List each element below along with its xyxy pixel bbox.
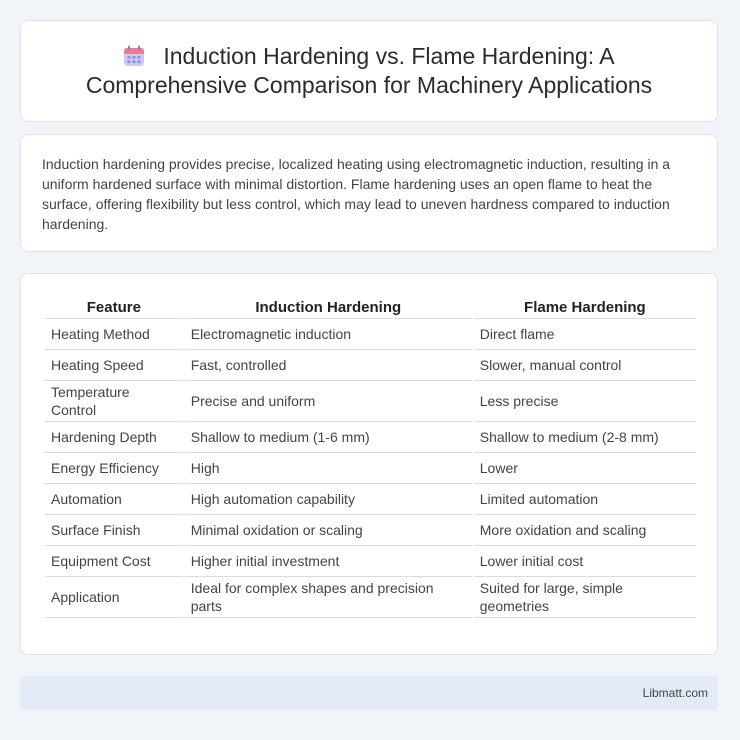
cell-induction: High automation capability <box>185 484 472 515</box>
header-flame: Flame Hardening <box>474 296 696 319</box>
cell-induction: Shallow to medium (1-6 mm) <box>185 422 472 453</box>
cell-flame: More oxidation and scaling <box>474 515 696 546</box>
cell-induction: Electromagnetic induction <box>185 319 472 350</box>
cell-flame: Suited for large, simple geometries <box>474 577 696 618</box>
table-row <box>45 350 696 381</box>
cell-feature: Temperature Control <box>45 381 183 422</box>
cell-feature: Surface Finish <box>45 515 183 546</box>
table-row <box>45 577 696 618</box>
cell-feature: Automation <box>45 484 183 515</box>
cell-flame: Less precise <box>474 381 696 422</box>
cell-flame: Shallow to medium (2-8 mm) <box>474 422 696 453</box>
table-row <box>45 422 696 453</box>
cell-feature: Energy Efficiency <box>45 453 183 484</box>
cell-feature: Application <box>45 577 183 618</box>
table-row <box>45 484 696 515</box>
calendar-icon <box>123 45 145 67</box>
page-title <box>49 42 689 100</box>
footer-brand: Libmatt.com <box>642 686 708 700</box>
header-feature: Feature <box>45 296 183 319</box>
cell-feature: Heating Method <box>45 319 183 350</box>
table-row <box>45 453 696 484</box>
table-row <box>45 515 696 546</box>
header-induction: Induction Hardening <box>185 296 472 319</box>
cell-induction: Ideal for complex shapes and precision parts <box>185 577 472 618</box>
cell-flame: Direct flame <box>474 319 696 350</box>
cell-feature: Heating Speed <box>45 350 183 381</box>
table-row <box>45 319 696 350</box>
table-row <box>45 381 696 422</box>
cell-induction: Precise and uniform <box>185 381 472 422</box>
cell-induction: High <box>185 453 472 484</box>
cell-flame: Slower, manual control <box>474 350 696 381</box>
cell-induction: Higher initial investment <box>185 546 472 577</box>
cell-induction: Fast, controlled <box>185 350 472 381</box>
cell-flame: Lower initial cost <box>474 546 696 577</box>
cell-feature: Equipment Cost <box>45 546 183 577</box>
title-card <box>20 20 718 122</box>
summary-card <box>20 134 718 252</box>
cell-induction: Minimal oxidation or scaling <box>185 515 472 546</box>
summary-text: Induction hardening provides precise, localized heating using electromagnetic induction, resulting in a uniform hardened surface with minimal distortion. Flame hardening uses an open flame to heat the surface, offering flexibility but less control, which may lead to uneven hardness compared to induction hardening. <box>42 156 671 232</box>
comparison-table-card <box>20 273 718 655</box>
cell-feature: Hardening Depth <box>45 422 183 453</box>
comparison-table <box>43 296 698 618</box>
cell-flame: Limited automation <box>474 484 696 515</box>
cell-flame: Lower <box>474 453 696 484</box>
title-text: Induction Hardening vs. Flame Hardening: A Comprehensive Comparison for Machinery Applications <box>85 43 653 98</box>
table-header-row <box>45 296 696 319</box>
table-row <box>45 546 696 577</box>
footer <box>20 676 718 710</box>
